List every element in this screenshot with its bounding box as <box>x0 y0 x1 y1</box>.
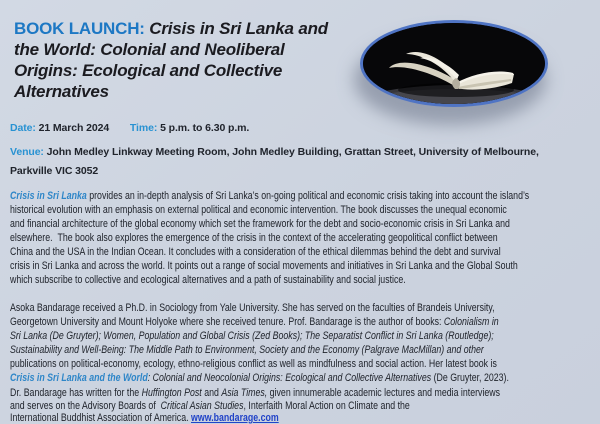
latest-book-title: Crisis in Sri Lanka and the World <box>10 372 148 384</box>
time-value: 5 p.m. to 6.30 p.m. <box>160 122 250 134</box>
venue-row-2 <box>10 164 590 178</box>
about-book-line-6: crisis in Sri Lanka and across the world. It points out a range of social movements and initiatives in Sri Lanka and the Global South <box>10 260 518 272</box>
date-value: 21 March 2024 <box>38 122 110 134</box>
title-line-4: Alternatives <box>14 82 109 101</box>
open-book-illustration <box>363 23 545 104</box>
about-book-text: provides an in-depth analysis of Sri Lanka’s on-going political and economic crisis taking into account the island’s <box>86 190 530 202</box>
title-line-3: Origins: Ecological and Collective <box>14 61 283 80</box>
title-line-2: the World: Colonial and Neoliberal <box>14 40 285 59</box>
media-text: , Interfaith Moral Action on Climate and the <box>243 399 410 412</box>
venue-value-line2: Parkville VIC 3052 <box>10 165 99 177</box>
date-label: Date: <box>10 122 36 134</box>
title-prefix: BOOK LAUNCH: <box>14 19 150 38</box>
media-text: and serves on the Advisory Boards of <box>10 399 161 412</box>
media-text: given innumerable academic lectures and media interviews <box>267 387 501 399</box>
about-book-line-5: China and the USA in the Indian Ocean. It concludes with a consideration of the ethical dilemmas behind the debt and survival <box>10 246 501 258</box>
venue-label: Venue: <box>10 146 44 158</box>
about-author-line-5: publications on political-economy, ecology, ethno-religious conflict as well as mindfulness and social action. Her latest book is <box>10 358 497 370</box>
venue-value-line1: John Medley Linkway Meeting Room, John Medley Building, Grattan Street, University of Melbourne, <box>46 146 539 158</box>
media-line-3 <box>10 412 474 424</box>
title-line-1-rest: Crisis in Sri Lanka and <box>149 19 328 38</box>
about-book-line-7: which subscribe to collective and ecological alternatives and a path of sustainability and social justice. <box>10 274 406 286</box>
about-author-line-3: Sri Lanka (De Gruyter); Women, Population and Global Crisis (Zed Books); The Separatist Conflict in Sri Lanka (Routledge); <box>10 330 494 342</box>
media-line-1 <box>10 387 501 400</box>
about-book-line-1 <box>10 189 530 203</box>
about-author-line-6 <box>10 371 509 385</box>
latest-book-publisher: (De Gruyter, 2023). <box>431 372 509 384</box>
asia-times-name: Asia Times, <box>221 387 268 399</box>
media-paragraph <box>10 387 590 424</box>
about-author-line-1: Asoka Bandarage received a Ph.D. in Sociology from Yale University. She has served on the faculties of Brandeis University, <box>10 302 495 314</box>
media-line-2 <box>10 400 474 413</box>
about-book-paragraph <box>10 189 590 287</box>
media-text: and <box>201 387 222 399</box>
about-book-line-4: elsewhere. The book also explores the emergence of the crisis in the context of the accelerating geopolitical conflict between <box>10 232 498 244</box>
time-label: Time: <box>129 122 158 134</box>
about-author-paragraph <box>10 301 590 385</box>
huffington-post-name: Huffington Post <box>141 387 202 399</box>
about-book-line-2: historical evolution with an emphasis on external political and economic intervention. The book discusses the unequal economic <box>10 204 507 216</box>
date-time-row <box>10 121 590 135</box>
about-author-line-2 <box>10 315 499 329</box>
media-text: International Buddhist Association of America. <box>10 412 191 424</box>
website-link[interactable]: www.bandarage.com <box>191 412 279 424</box>
latest-book-subtitle: : Colonial and Neocolonial Origins: Ecological and Collective Alternatives <box>147 372 432 384</box>
media-text: Dr. Bandarage has written for the <box>10 387 142 399</box>
book-photo <box>360 20 548 107</box>
critical-asian-studies-name: Critical Asian Studies <box>160 399 244 412</box>
book-list-italic: Colonialism in <box>443 316 499 328</box>
author-text: Georgetown University and Mount Holyoke where she received tenure. Prof. Bandarage is the author of books: <box>10 316 444 328</box>
venue-row <box>10 145 590 159</box>
about-book-line-3: and financial architecture of the global economy which set the framework for the debt and socio-economic crisis in Sri Lanka and <box>10 218 510 230</box>
about-author-line-4: Sustainability and Well-Being: The Middle Path to Environment, Society and the Economy (Palgrave MacMillan) and other <box>10 344 484 356</box>
book-title-inline: Crisis in Sri Lanka <box>10 190 87 202</box>
